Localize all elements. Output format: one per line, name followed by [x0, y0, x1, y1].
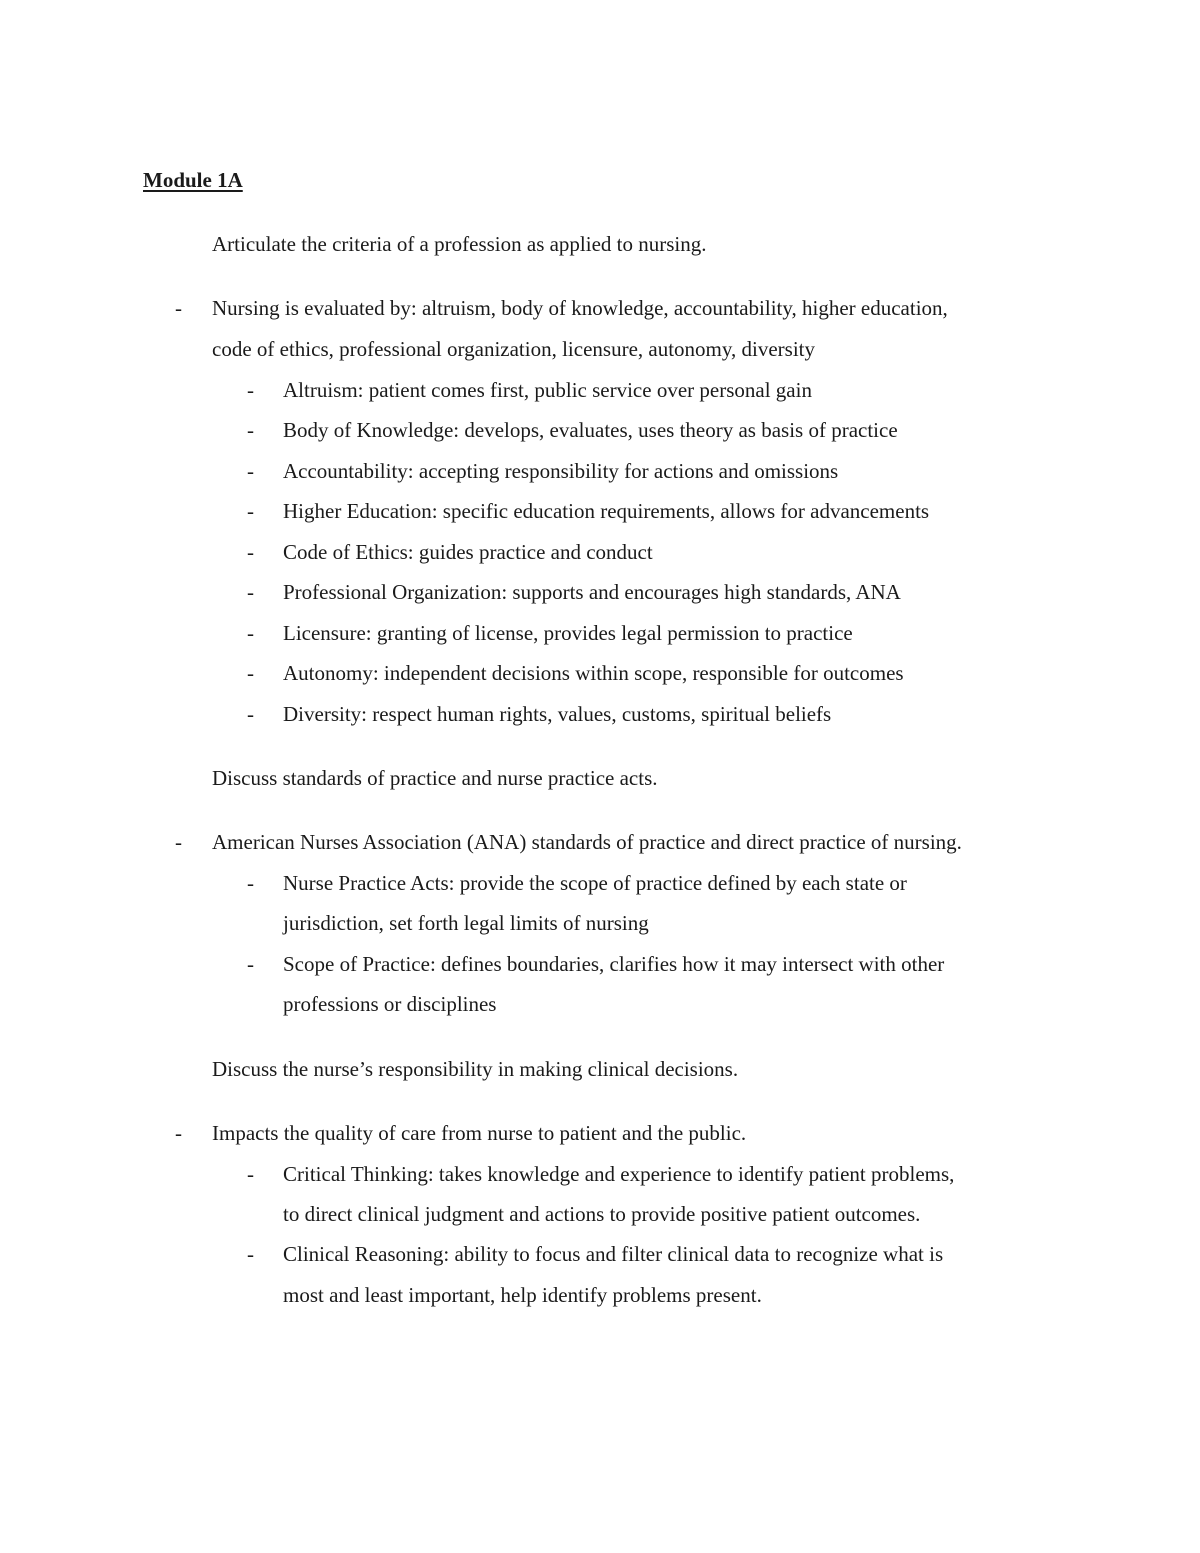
sub-bullet-marker: - — [247, 459, 254, 483]
sub-list-item-line: professions or disciplines — [283, 992, 497, 1016]
sub-list-item-line: to direct clinical judgment and actions to provide positive patient outcomes. — [283, 1202, 921, 1226]
sub-list-item-line: most and least important, help identify problems present. — [283, 1283, 762, 1307]
sub-bullet-marker: - — [247, 661, 254, 685]
sub-bullet-marker: - — [247, 540, 254, 564]
sub-list-item-line: Code of Ethics: guides practice and conduct — [283, 540, 653, 564]
section-prompt: Articulate the criteria of a profession as applied to nursing. — [212, 232, 707, 256]
section-prompt: Discuss standards of practice and nurse practice acts. — [212, 766, 658, 790]
sub-list-item-line: Critical Thinking: takes knowledge and experience to identify patient problems, — [283, 1162, 955, 1186]
sub-list-item-line: Diversity: respect human rights, values, customs, spiritual beliefs — [283, 702, 832, 726]
sub-list-item-line: Autonomy: independent decisions within scope, responsible for outcomes — [283, 661, 904, 685]
sub-list-item-line: Professional Organization: supports and encourages high standards, ANA — [283, 580, 901, 604]
list-item-line: Nursing is evaluated by: altruism, body of knowledge, accountability, higher education, — [212, 296, 948, 320]
sub-bullet-marker: - — [247, 952, 254, 976]
sub-list-item-line: Licensure: granting of license, provides legal permission to practice — [283, 621, 853, 645]
bullet-marker: - — [175, 830, 182, 854]
sub-list-item-line: Accountability: accepting responsibility for actions and omissions — [283, 459, 839, 483]
list-item-line: code of ethics, professional organization, licensure, autonomy, diversity — [212, 337, 816, 361]
page-title: Module 1A — [143, 168, 243, 192]
sub-bullet-marker: - — [247, 1162, 254, 1186]
sub-list-item-line: jurisdiction, set forth legal limits of nursing — [283, 911, 649, 935]
sub-bullet-marker: - — [247, 418, 254, 442]
sub-list-item-line: Altruism: patient comes first, public service over personal gain — [283, 378, 812, 402]
sub-bullet-marker: - — [247, 580, 254, 604]
sub-list-item-line: Scope of Practice: defines boundaries, clarifies how it may intersect with other — [283, 952, 945, 976]
sub-bullet-marker: - — [247, 621, 254, 645]
sub-bullet-marker: - — [247, 378, 254, 402]
sub-list-item-line: Clinical Reasoning: ability to focus and filter clinical data to recognize what is — [283, 1242, 944, 1266]
sub-bullet-marker: - — [247, 1242, 254, 1266]
sub-list-item-line: Body of Knowledge: develops, evaluates, uses theory as basis of practice — [283, 418, 898, 442]
bullet-marker: - — [175, 296, 182, 320]
sub-bullet-marker: - — [247, 499, 254, 523]
sub-list-item-line: Higher Education: specific education requirements, allows for advancements — [283, 499, 930, 523]
sub-bullet-marker: - — [247, 702, 254, 726]
sub-bullet-marker: - — [247, 871, 254, 895]
sub-list-item-line: Nurse Practice Acts: provide the scope of practice defined by each state or — [283, 871, 907, 895]
bullet-marker: - — [175, 1121, 182, 1145]
section-prompt: Discuss the nurse’s responsibility in making clinical decisions. — [212, 1057, 739, 1081]
list-item-line: Impacts the quality of care from nurse to patient and the public. — [212, 1121, 747, 1145]
list-item-line: American Nurses Association (ANA) standards of practice and direct practice of nursing. — [212, 830, 962, 854]
